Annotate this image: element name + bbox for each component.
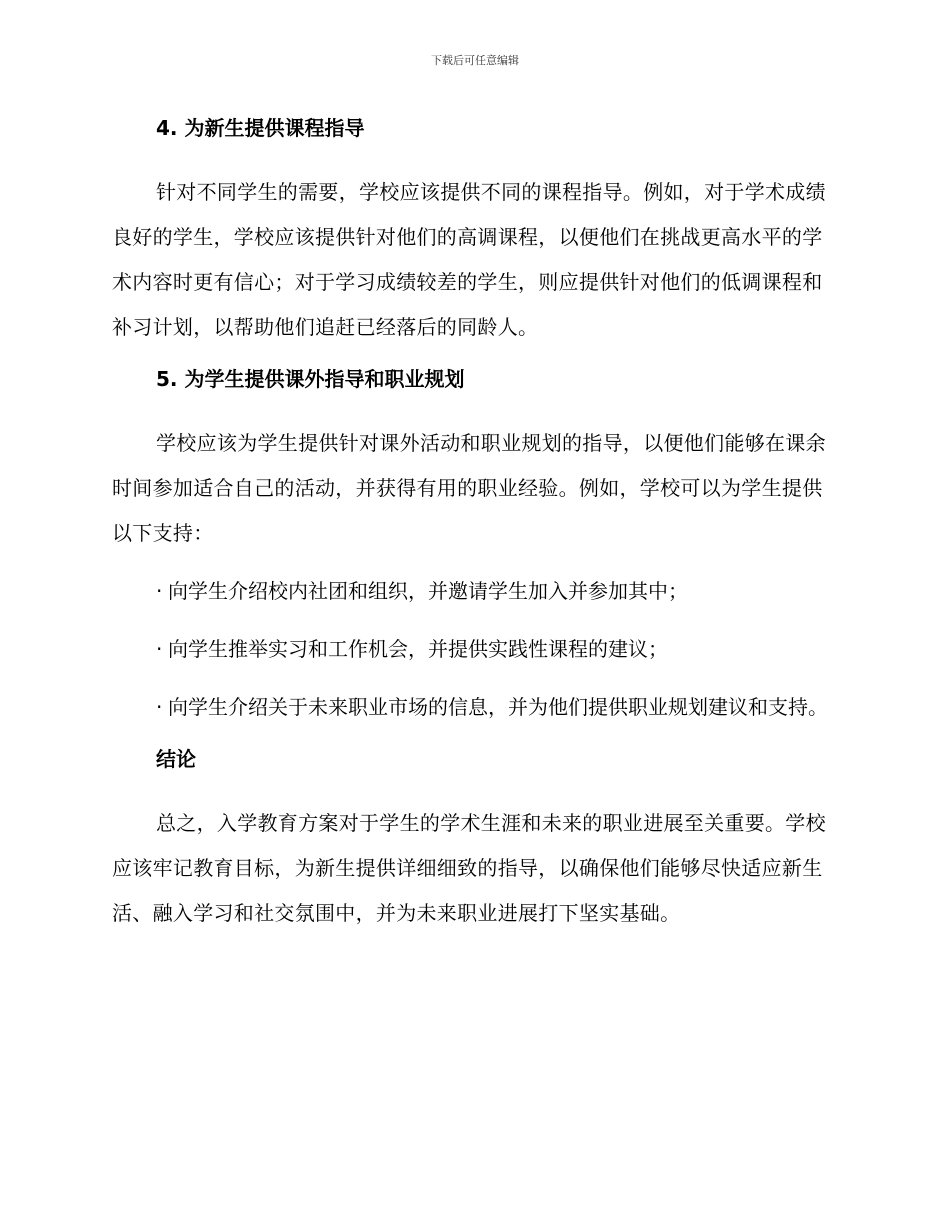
bullet-item-text: 向学生介绍关于未来职业市场的信息，并为他们提供职业规划建议和支持。 <box>168 695 828 719</box>
section-5-paragraph: 学校应该为学生提供针对课外活动和职业规划的指导，以便他们能够在课余时间参加适合自己的活动，并获得有用的职业经验。例如，学校可以为学生提供以下支持： <box>112 431 826 545</box>
section-4-paragraph: 针对不同学生的需要，学校应该提供不同的课程指导。例如，对于学术成绩良好的学生，学校应该提供针对他们的高调课程，以便他们在挑战更高水平的学术内容时更有信心；对于学习成绩较差的学生，则应提供针对他们的低调课程和补习计划，以帮助他们追赶已经落后的同龄人。 <box>112 180 826 339</box>
bullet-item-text: 向学生推举实习和工作机会，并提供实践性课程的建议； <box>168 637 668 661</box>
bullet-dot: · <box>156 695 163 719</box>
bullet-dot: · <box>156 579 163 603</box>
conclusion-paragraph: 总之，入学教育方案对于学生的学术生涯和未来的职业进展至关重要。学校应该牢记教育目标，为新生提供详细细致的指导，以确保他们能够尽快适应新生活、融入学习和社交氛围中，并为未来职业进展打下坚实基础。 <box>112 811 826 925</box>
bullet-item-2 <box>112 627 832 672</box>
conclusion-heading: 结论 <box>156 747 196 771</box>
document-body <box>112 112 832 949</box>
bullet-item-3 <box>112 685 832 730</box>
page-header: 下载后可任意编辑 <box>431 54 519 67</box>
section-5-heading: 5. 为学生提供课外指导和职业规划 <box>156 367 465 391</box>
bullet-item-1 <box>112 569 832 614</box>
bullet-dot: · <box>156 637 163 661</box>
section-4-heading: 4. 为新生提供课程指导 <box>156 116 365 140</box>
bullet-item-text: 向学生介绍校内社团和组织，并邀请学生加入并参加其中； <box>168 579 688 603</box>
